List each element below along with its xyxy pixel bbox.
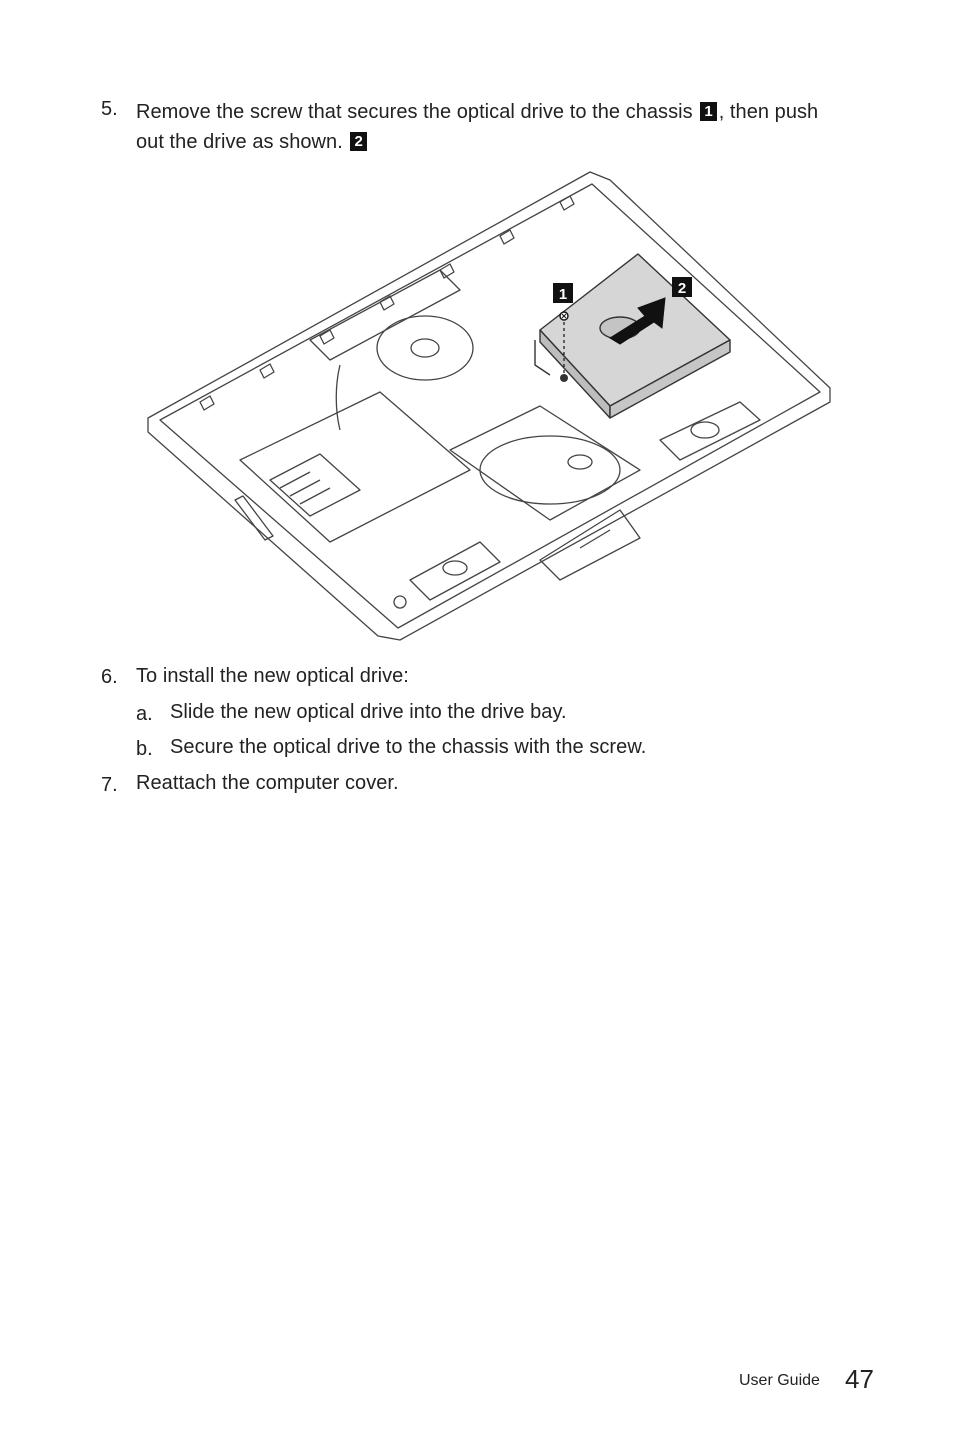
step-6-text: To install the new optical drive: — [136, 665, 409, 687]
step-6b-text: Secure the optical drive to the chassis with the screw. — [170, 736, 647, 758]
callout-2 — [672, 277, 692, 297]
step-5-line-1 — [136, 97, 818, 127]
callout-1 — [553, 283, 573, 303]
step-5-line-2 — [136, 127, 369, 157]
step-7-number: 7. — [101, 774, 118, 796]
optical-drive-illustration — [140, 170, 840, 645]
step-5-text-a: Remove the screw that secures the optical drive to the chassis — [136, 101, 693, 123]
step-6a-text: Slide the new optical drive into the drive bay. — [170, 701, 567, 723]
callout-2-label: 2 — [677, 280, 687, 297]
step-5-text-c: out the drive as shown. — [136, 131, 343, 153]
hard-drive — [450, 406, 640, 520]
footer-label: User Guide — [739, 1372, 820, 1389]
callout-badge-2: 2 — [350, 132, 366, 151]
step-6a-letter: a. — [136, 703, 153, 725]
callout-1-label: 1 — [558, 286, 568, 303]
step-5-text-b: , then push — [718, 101, 819, 123]
page-number: 47 — [845, 1364, 874, 1394]
chassis-outline — [148, 172, 830, 640]
step-7-text: Reattach the computer cover. — [136, 772, 399, 794]
step-6-number: 6. — [101, 666, 118, 688]
step-6b-letter: b. — [136, 738, 153, 760]
step-5-number: 5. — [101, 98, 118, 120]
callout-badge-1: 1 — [700, 102, 716, 121]
